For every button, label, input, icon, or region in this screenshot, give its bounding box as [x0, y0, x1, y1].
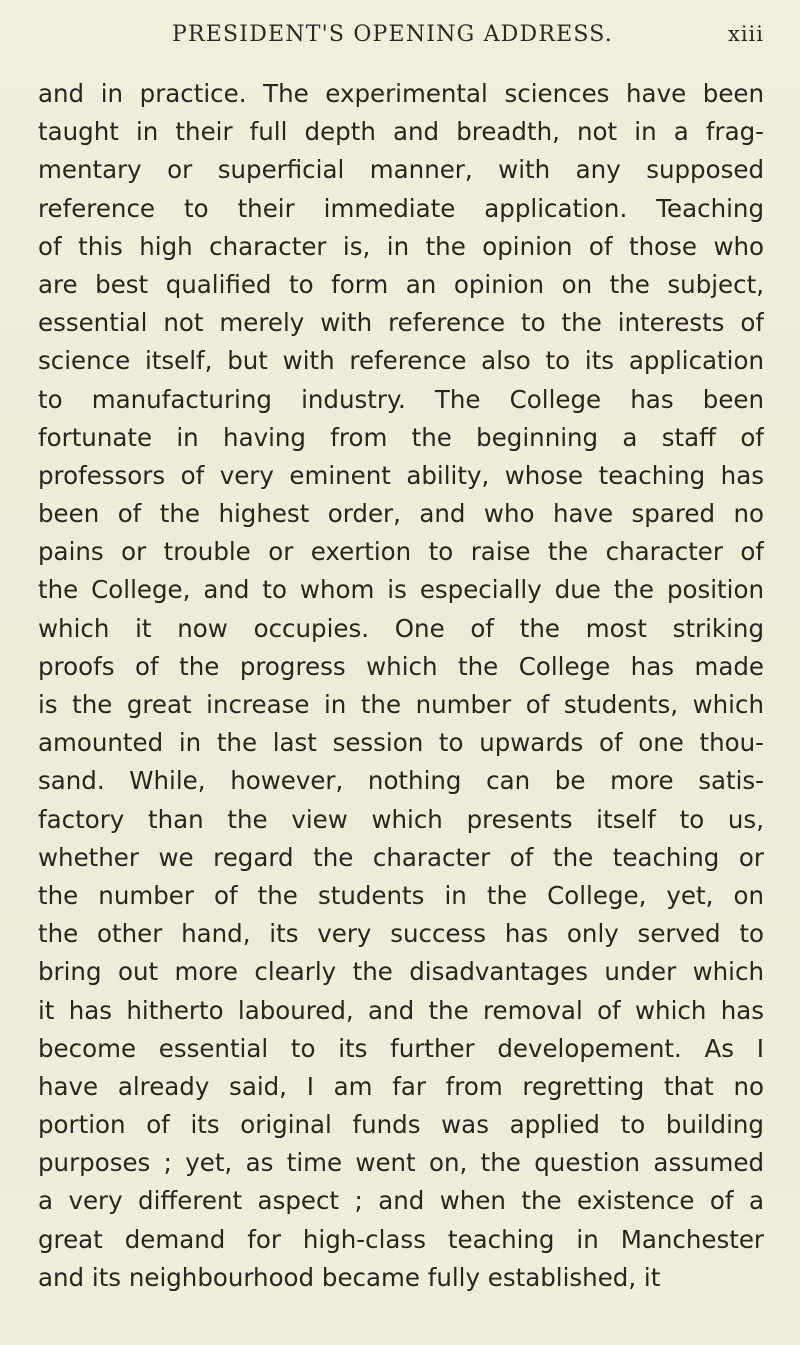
- text-line: and its neighbourhood became fully established, it: [38, 1262, 661, 1292]
- text-line: bring out more clearly the disadvantages under which: [38, 957, 764, 987]
- text-line: portion of its original funds was applied to building: [38, 1110, 764, 1140]
- text-line: reference to their immediate application. Teaching: [38, 193, 764, 223]
- running-title: PRESIDENT'S OPENING ADDRESS.: [172, 22, 613, 47]
- page-header: [0, 22, 800, 58]
- text-line: pains or trouble or exertion to raise the character of: [38, 537, 764, 567]
- text-line: a very different aspect ; and when the existence of a: [38, 1186, 764, 1216]
- text-line: to manufacturing industry. The College has been: [38, 384, 764, 414]
- text-line: fortunate in having from the beginning a staff of: [38, 422, 764, 452]
- text-line: sand. While, however, nothing can be more satis-: [38, 766, 764, 796]
- text-line: taught in their full depth and breadth, not in a frag-: [38, 117, 764, 147]
- text-line: is the great increase in the number of students, which: [38, 690, 764, 719]
- text-line: great demand for high-class teaching in Manchester: [38, 1224, 764, 1254]
- text-line: purposes ; yet, as time went on, the question assumed: [38, 1148, 764, 1178]
- text-line: become essential to its further developement. As I: [38, 1033, 764, 1063]
- text-line: been of the highest order, and who have spared no: [38, 499, 764, 529]
- text-line: science itself, but with reference also to its application: [38, 346, 764, 376]
- text-line: it has hitherto laboured, and the removal of which has: [38, 995, 764, 1025]
- text-line: amounted in the last session to upwards of one thou-: [38, 728, 764, 758]
- text-line: whether we regard the character of the teaching or: [38, 842, 764, 872]
- text-line: professors of very eminent ability, whose teaching has: [38, 460, 764, 490]
- text-line: proofs of the progress which the College has made: [38, 651, 764, 681]
- text-line: and in practice. The experimental sciences have been: [38, 79, 764, 108]
- text-line: are best qualified to form an opinion on the subject,: [38, 269, 764, 299]
- text-line: mentary or superficial manner, with any supposed: [38, 155, 764, 185]
- text-line: factory than the view which presents itself to us,: [38, 804, 764, 834]
- text-line: have already said, I am far from regretting that no: [38, 1071, 764, 1101]
- text-line: essential not merely with reference to the interests of: [38, 308, 764, 338]
- text-line: of this high character is, in the opinion of those who: [38, 231, 764, 261]
- text-line: which it now occupies. One of the most striking: [38, 613, 764, 643]
- text-line: the College, and to whom is especially due the position: [38, 575, 764, 605]
- page-number: xiii: [728, 22, 764, 46]
- text-line: the number of the students in the College, yet, on: [38, 880, 764, 910]
- body-text: [38, 75, 764, 1297]
- text-line: the other hand, its very success has only served to: [38, 919, 764, 949]
